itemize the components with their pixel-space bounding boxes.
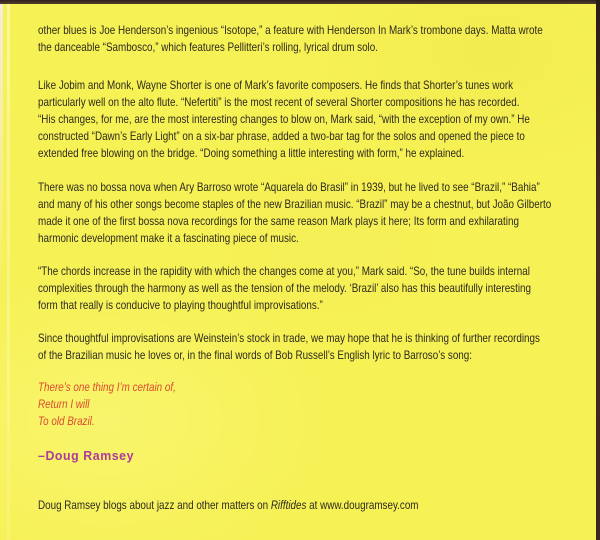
text-line: other blues is Joe Henderson’s ingenious “Isotope,” a feature with Henderson In Mark’s trombone days. Matta wrote	[38, 24, 543, 37]
text-line: Since thoughtful improvisations are Weinstein’s stock in trade, we may hope that he is thinking of further recordings	[38, 332, 540, 345]
text-line: of the Brazilian music he loves or, in the final words of Bob Russell’s English lyric to Barroso’s song:	[38, 349, 473, 362]
lyric-line: Return I will	[38, 398, 90, 411]
paragraph	[38, 179, 600, 247]
paragraph	[38, 22, 600, 56]
scan-edge-top	[0, 0, 600, 4]
text-line: constructed “Dawn’s Early Light” on a six-bar phrase, added a two-bar tag for the solos and opened the piece to	[38, 130, 525, 143]
text-line: harmonic development make it a fascinating piece of music.	[38, 232, 299, 245]
text-line: made it one of the first bossa nova recordings for the same reason Mark plays it here; Its form and exhilarating	[38, 215, 519, 228]
text-line: particularly well on the alto flute. “Nefertiti” is the most recent of several Shorter compositions he has recorded.	[38, 96, 520, 109]
lyric-line: To old Brazil.	[38, 415, 95, 428]
footer-text-suffix: at www.dougramsey.com	[306, 499, 419, 512]
lyric-quote	[38, 379, 200, 430]
text-line: There was no bossa nova when Ary Barroso wrote “Aquarela do Brasil” in 1939, but he lived to see “Brazil,” “Bahia”	[38, 181, 540, 194]
lyric-line: There’s one thing I’m certain of,	[38, 381, 176, 394]
text-line: complexities through the harmony as well as the tension of the melody. ‘Brazil’ also has this beautifully interesting	[38, 282, 531, 295]
paragraph	[38, 77, 600, 162]
text-line: Like Jobim and Monk, Wayne Shorter is one of Mark’s favorite composers. He finds that Shorter’s tunes work	[38, 79, 514, 92]
paper-crease	[7, 4, 10, 540]
paragraph	[38, 330, 600, 364]
text-line: and many of his other songs become staples of the new Brazilian music. “Brazil” may be a chestnut, but João Gilberto	[38, 198, 552, 211]
rifftides-title: Rifftides	[270, 499, 307, 512]
footer-text-prefix: Doug Ramsey blogs about jazz and other matters on	[38, 499, 271, 512]
text-line: extended free blowing on the bridge. “Doing something a little interesting with form,” he explained.	[38, 147, 465, 160]
paragraph	[38, 263, 600, 314]
author-signature: –Doug Ramsey	[38, 448, 135, 463]
text-line: “His changes, for me, are the most interesting changes to blow on, Mark said, “with the exception of my own.” He	[38, 113, 530, 126]
text-line: “The chords increase in the rapidity with which the changes come at you,” Mark said. “So, the tune builds internal	[38, 265, 530, 278]
footer-note	[38, 497, 419, 514]
scan-edge-left	[0, 4, 3, 304]
text-line: form that really is conducive to playing thoughtful improvisations.”	[38, 299, 323, 312]
text-line: the danceable “Sambosco,” which features Pellitteri’s rolling, lyrical drum solo.	[38, 41, 378, 54]
